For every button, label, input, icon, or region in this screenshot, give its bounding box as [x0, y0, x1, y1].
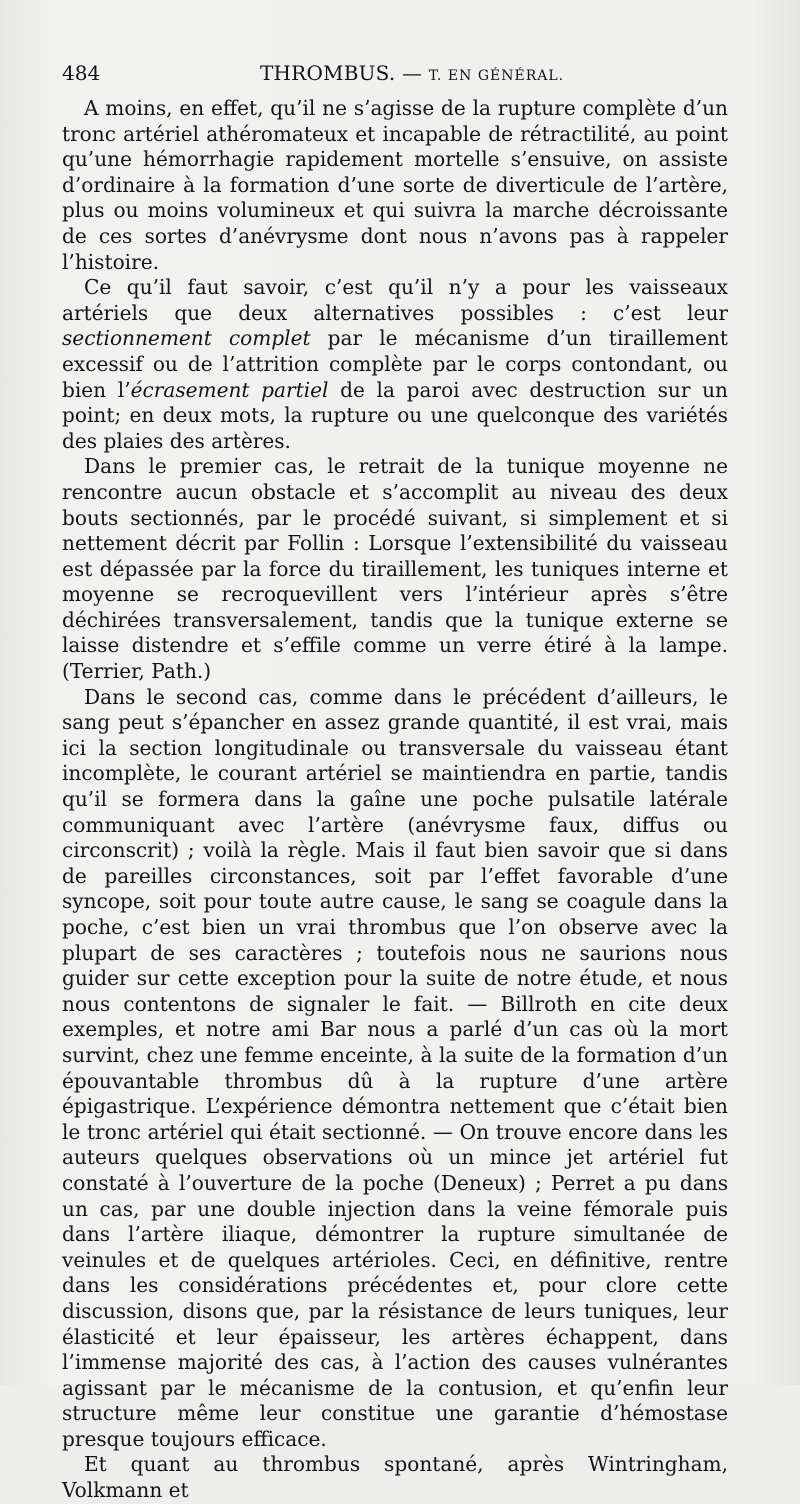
chapter-title: THROMBUS. [260, 61, 396, 85]
body-text [62, 96, 728, 1504]
paragraph-1: A moins, en effet, qu’il ne s’agisse de la rupture complète d’un tronc artériel athéromateux et incapable de rétractilité, au point qu’une hémorrhagie rapidement mortelle s’ensuive, on assiste d’ordinaire à la formation d’une sorte de diverticule de l’artère, plus ou moins volumineux et qui suivra la marche décroissante de ces sortes d’anévrysme dont nous n’avons pas à rappeler l’histoire. [62, 96, 728, 274]
section-title: T. EN GÉNÉRAL. [428, 68, 565, 84]
italic-term-ecrasement: écrasement partiel [130, 377, 329, 402]
paragraph-2-part-2: par le mécanisme d’un tiraillement excessif ou de l’attrition complète par le corps contondant, ou bien l’ [62, 326, 728, 402]
running-title [260, 58, 564, 91]
page-number: 484 [62, 61, 101, 85]
paragraph-2-part-1: Ce qu’il faut savoir, c’est qu’il n’y a pour les vaisseaux artériels que deux alternatives possibles : c’est leur [62, 275, 728, 325]
paragraph-4: Dans le second cas, comme dans le précédent d’ailleurs, le sang peut s’épancher en assez grande quantité, il est vrai, mais ici la section longitudinale ou transversale du vaisseau étant incomplète, le courant artériel se maintiendra en partie, tandis qu’il se formera dans la gaîne une poche pulsatile latérale communiquant avec l’artère (anévrysme faux, diffus ou circonscrit) ; voilà la règle. Mais il faut bien savoir que si dans de pareilles circonstances, soit par l’effet favorable d’une syncope, soit pour toute autre cause, le sang se coagule dans la poche, c’est bien un vrai thrombus que l’on observe avec la plupart de ses caractères ; toutefois nous ne saurions nous guider sur cette exception pour la suite de notre étude, et nous nous contentons de signaler le fait. — Billroth en cite deux exemples, et notre ami Bar nous a parlé d’un cas où la mort survint, chez une femme enceinte, à la suite de la formation d’un épouvantable thrombus dû à la rupture d’une artère épigastrique. L’expérience démontra nettement que c’était bien le tronc artériel qui était sectionné. — On trouve encore dans les auteurs quelques observations où un mince jet artériel fut constaté à l’ouverture de la poche (Deneux) ; Perret a pu dans un cas, par une double injection dans la veine fémorale puis dans l’artère iliaque, démontrer la rupture simultanée de veinules et de quelques artérioles. Ceci, en définitive, rentre dans les considérations précédentes et, pour clore cette discussion, disons que, par la résistance de leurs tuniques, leur élasticité et leur épaisseur, les artères échappent, dans l’immense majorité des cas, à l’action des causes vulnérantes agissant par le mécanisme de la contusion, et qu’enfin leur structure même leur constitue une garantie d’hémostase presque toujours efficace. [62, 684, 728, 1451]
italic-term-sectionnement: sectionnement complet [62, 326, 311, 351]
paragraph-3: Dans le premier cas, le retrait de la tunique moyenne ne rencontre aucun obstacle et s’accomplit au niveau des deux bouts sectionnés, par le procédé suivant, si simplement et si nettement décrit par Follin : Lorsque l’extensibilité du vaisseau est dépassée par la force du tiraillement, les tuniques interne et moyenne se recroquevillent vers l’intérieur après s’être déchirées transversalement, tandis que la tunique externe se laisse distendre et s’effile comme un verre étiré à la lampe. (Terrier, Path.) [62, 454, 728, 684]
paragraph-2-part-3: de la paroi avec destruction sur un point; en deux mots, la rupture ou une quelconque des variétés des plaies des artères. [62, 377, 728, 453]
title-dash: — [395, 61, 429, 85]
paragraph-2 [62, 275, 728, 454]
running-header [62, 58, 727, 88]
paragraph-5: Et quant au thrombus spontané, après Wintringham, Volkmann et [62, 1452, 728, 1503]
